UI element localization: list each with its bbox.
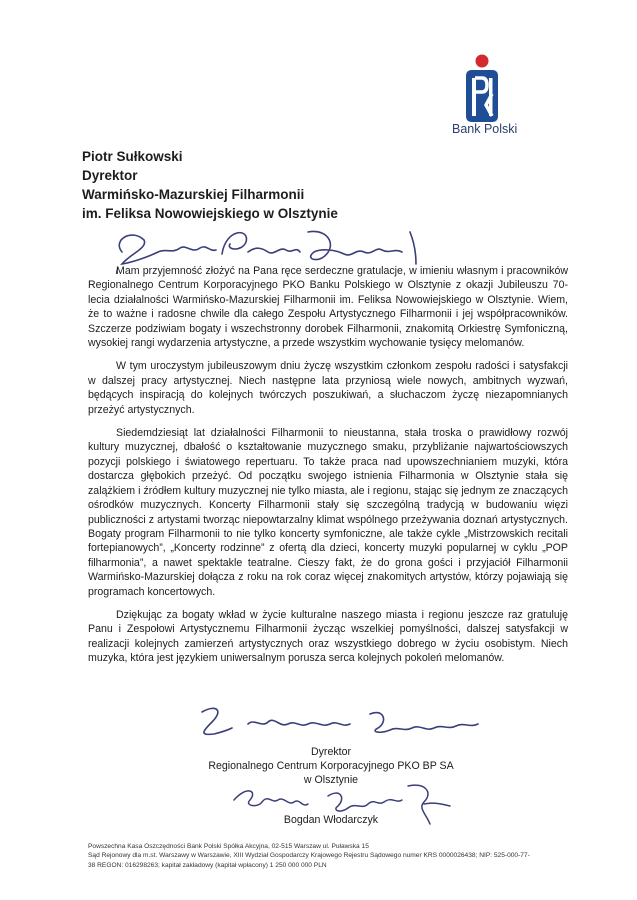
addressee-title: Dyrektor xyxy=(82,168,138,183)
addressee-institution-name: im. Feliksa Nowowiejskiego w Olsztynie xyxy=(82,206,338,221)
footer-line-1: Powszechna Kasa Oszczędności Bank Polski Spółka Akcyjna, 02-515 Warszaw ul. Puławska 15 xyxy=(88,843,369,850)
paragraph-3: Siedemdziesiąt lat działalności Filharmonii to nieustanna, stała troska o prawidłowy rozwój kultury muzycznej, dbałość o kształtowanie muzycznego smaku, przybliżanie najwartościowszych pozycji polskiego i światowego repertuaru. To także praca nad upowszechnianiem muzyki, która dostarcza głębokich przeżyć. Od początku swojego istnienia Filharmonia w Olsztynie stała się zalążkiem i źródłem kultury muzycznej nie tylko miasta, ale i regionu, stając się jednym ze znaczących ośrodków muzycznych. Koncerty Filharmonii stały się szczególną tradycją w budowaniu więzi publiczności z artystami tworząc niepowtarzalny klimat wspólnego przeżywania doznań artystycznych. Bogaty program Filharmonii to nie tylko koncerty symfoniczne, ale także cykle „Mistrzowskich recitali fortepianowych”, „Koncerty rodzinne” z ofertą dla dzieci, koncerty muzyki popularnej w cyklu „POP filharmonia”, a nawet spektakle teatralne. Cieszy fakt, że do grona gości i przyjaciół Filharmonii Warmińsko-Mazurskiej dołącza z roku na rok coraz więcej znakomitych artystów, którzy pojawiają się programach koncertowych. xyxy=(88,427,568,598)
addressee-block xyxy=(82,147,338,223)
signer-location: w Olsztynie xyxy=(303,774,359,786)
paragraph-2: W tym uroczystym jubileuszowym dniu życzę wszystkim członkom zespołu radości i satysfakcji w dalszej pracy artystycznej. Niech następne lata przyniosą wiele nowych, ambitnych wyzwań, będących inspiracją do kolejnych twórczych poszukiwań, a słuchaczom życzę niezapomnianych przeżyć artystycznych. xyxy=(88,360,568,416)
signer-organization: Regionalnego Centrum Korporacyjnego PKO BP SA xyxy=(208,760,454,772)
letter-body xyxy=(88,264,568,675)
footer-line-2: Sąd Rejonowy dla m.st. Warszawy w Warszawie, XIII Wydział Gospodarczy Krajowego Rejestru Sądowego numer KRS 0000026438; NIP: 525-000-77- xyxy=(88,852,530,860)
bank-name: Bank Polski xyxy=(452,122,518,136)
handwritten-closing xyxy=(192,698,492,746)
paragraph-1: Mam przyjemność złożyć na Pana ręce serdeczne gratulacje, w imieniu własnym i pracowników Regionalnego Centrum Korporacyjnego PKO Banku Polskiego w Olsztynie z okazji Jubileuszu 70-lecia działalności Warmińsko-Mazurskiej Filharmonii im. Feliksa Nowowiejskiego w Olsztynie. Wiem, że to ważne i radosne chwile dla całego Zespołu Artystycznego Filharmonii i jej współpracowników. Szczerze podziwiam bogaty i wszechstronny dorobek Filharmonii, znakomitą Orkiestrę Symfoniczną, wysokiej rangi wydarzenia artystyczne, a przede wszystkim wychowanie tysięcy melomanów. xyxy=(88,265,568,350)
legal-footer xyxy=(88,842,588,870)
handwritten-signature xyxy=(228,774,458,832)
footer-line-3: 38 REGON: 016298263; kapitał zakładowy (kapitał wpłacony) 1 250 000 000 PLN xyxy=(88,861,327,869)
addressee-institution: Warmińsko-Mazurskiej Filharmonii xyxy=(82,187,305,202)
paragraph-4: Dziękując za bogaty wkład w życie kulturalne naszego miasta i regionu jeszcze raz gratuluję Panu i Zespołowi Artystycznemu Filharmonii życząc wszelkiej pomyślności, dalszej satysfakcji w realizacji kolejnych zamierzeń artystycznych oraz wszystkiego dobrego w życiu osobistym. Niech muzyka, która jest językiem uniwersalnym porusza serca kolejnych pokoleń melomanów. xyxy=(88,608,568,665)
pko-bp-logo xyxy=(462,54,502,124)
signer-title: Dyrektor xyxy=(310,746,352,758)
signer-name: Bogdan Włodarczyk xyxy=(283,814,379,826)
addressee-name: Piotr Sułkowski xyxy=(82,149,183,164)
